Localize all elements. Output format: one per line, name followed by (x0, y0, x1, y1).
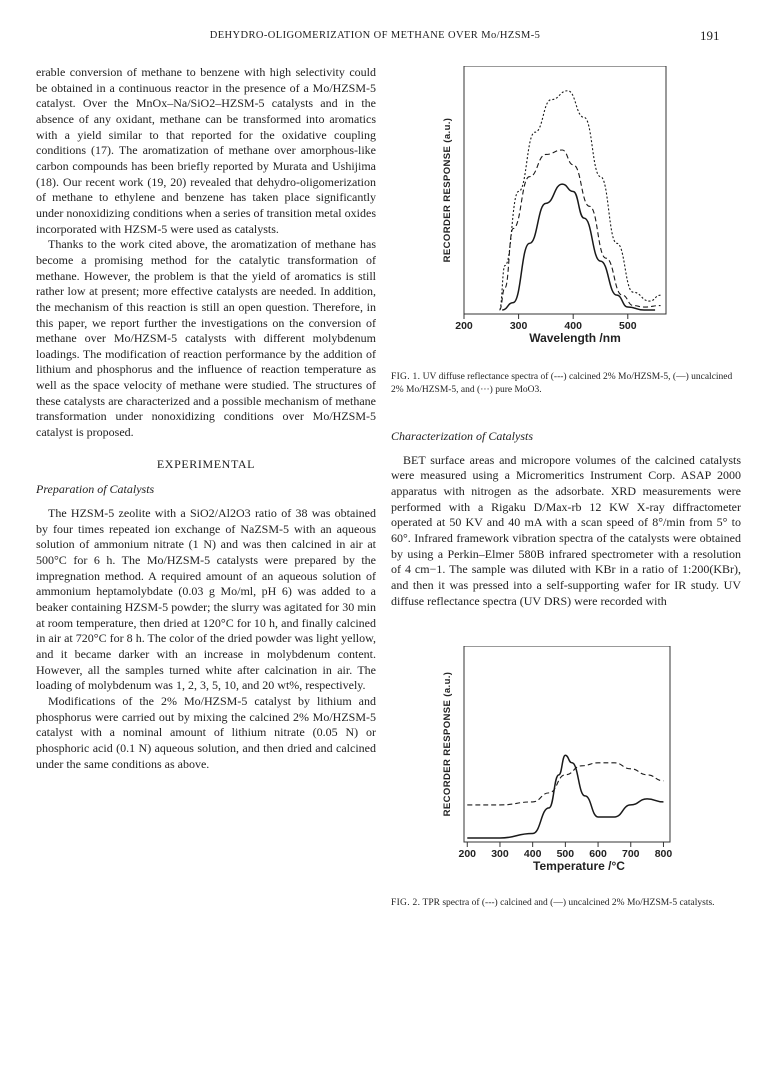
fig2-chart (434, 646, 684, 886)
x-tick-label: 600 (589, 848, 607, 860)
characterization-heading: Characterization of Catalysts (391, 429, 534, 443)
figure-2 (434, 646, 684, 886)
series-line-dotted (499, 91, 660, 310)
x-tick-label: 200 (458, 848, 477, 860)
figure-1 (434, 66, 684, 348)
x-tick-label: 800 (654, 848, 673, 860)
left-column (36, 65, 376, 772)
characterization-section (391, 429, 741, 609)
x-tick-label: 500 (556, 848, 575, 860)
y-axis-label: RECORDER RESPONSE (a.u.) (442, 117, 453, 263)
fig2-caption-text: TPR spectra of (---) calcined and (—) uncalcined 2% Mo/HZSM-5 catalysts. (422, 898, 715, 908)
x-tick-label: 700 (621, 848, 640, 860)
x-axis-label: Wavelength /nm (529, 331, 621, 345)
fig1-caption-label: FIG. 1. (391, 372, 421, 382)
x-tick-label: 200 (455, 320, 473, 332)
x-tick-label: 400 (523, 848, 542, 860)
intro-paragraph: erable conversion of methane to benzene with high selectivity could be obtained in a continuous reactor in the presence of a Mo/HZSM-5 catalyst. Over the MnOx–Na/SiO2–HZSM-5 catalysts and in the absence of any oxidant, methane can be transformed into aromatics with a yield similar to that reported for the oxidative coupling conditions (17). The aromatization of methane over amorphous-like carbon compounds has been briefly reported by Murata and Ushijima (18). Our recent work (19, 20) revealed that dehydro-oligomerization of methane to ethylene and benzene has taken place significantly under nonoxidizing conditions when a series of transition metal oxides incorporated with HZSM-5 were used as catalysts. (36, 65, 376, 236)
plot-frame (464, 66, 666, 314)
fig2-caption (391, 897, 741, 910)
experimental-heading: EXPERIMENTAL (156, 456, 256, 471)
y-axis-label: RECORDER RESPONSE (a.u.) (442, 671, 453, 817)
thanks-paragraph: Thanks to the work cited above, the aromatization of methane has become a promising method for the catalytic transformation of methane. However, the problem is that the yield of aromatics is still rather low at present; more effective catalysts are needed. In addition, the mechanism of this reaction is still an open question. Therefore, in this paper, we report further the investigations on the conversion of methane over Mo/HZSM-5 catalysts with different molybdenum loadings. The modification of reaction performance by the addition of lithium and phosphorus and the influence of reaction temperature as well as the space velocity of methane were studied. The structures of these catalysts are characterized and a possible mechanism of methane transformation under nonoxidizing conditions over Mo/HZSM-5 catalyst is proposed. (36, 237, 376, 440)
running-title: DEHYDRO-OLIGOMERIZATION OF METHANE OVER Mo/HZSM-5 (209, 30, 541, 41)
fig1-caption-text: UV diffuse reflectance spectra of (---) calcined 2% Mo/HZSM-5, (—) uncalcined 2% Mo/HZSM-5, and (···) pure MoO3. (391, 372, 733, 395)
page-number: 191 (700, 28, 720, 43)
preparation-heading: Preparation of Catalysts (36, 482, 155, 497)
x-tick-label: 300 (509, 320, 528, 332)
x-tick-label: 500 (619, 320, 637, 332)
fig1-chart (434, 66, 684, 348)
x-tick-label: 400 (564, 320, 582, 332)
modification-paragraph: Modifications of the 2% Mo/HZSM-5 catalyst by lithium and phosphorus were carried out by mixing the calcined 2% Mo/HZSM-5 catalyst with a nominal amount of lithium nitrate (0.05 N) or phosphoric acid (0.1 N) aqueous solution, and then dried and calcined under the same conditions as above. (36, 693, 376, 771)
plot-frame (464, 646, 670, 842)
x-tick-label: 300 (491, 848, 509, 860)
series-line-dashed (467, 763, 663, 805)
series-line-solid (467, 755, 663, 838)
fig1-caption (391, 371, 741, 396)
series-line-solid (502, 184, 655, 310)
fig2-caption-label: FIG. 2. (391, 898, 421, 908)
preparation-paragraph: The HZSM-5 zeolite with a SiO2/Al2O3 ratio of 38 was obtained by four times repeated ion exchange of NaZSM-5 with an aqueous solution of ammonium nitrate (1 N) and was then calcined in air at 500°C for 6 h. The Mo/HZSM-5 catalysts were prepared by the impregnation method. A required amount of an aqueous solution of ammonium heptamolybdate (0.03 g Mo/ml, pH 6) was added to a beaker containing HZSM-5 powder; the slurry was agitated for 30 min at room temperature, then dried at 120°C for 10 h, and finally calcined in air at 720°C for 8 h. The color of the dried powder was light yellow, and it became darker with an increase in molybdenum content. However, all the samples turned white after calcination in air. The loading of molybdenum was 1, 2, 3, 5, 10, and 20 wt%, respectively. (36, 506, 376, 693)
x-axis-label: Temperature /°C (533, 859, 625, 873)
characterization-paragraph: BET surface areas and micropore volumes of the calcined catalysts were measured using a Micromeritics Instrument Corp. ASAP 2000 apparatus with nitrogen as the adsorbate. XRD measurements were performed with a Rigaku D/Max-rb 12 KW X-ray diffractometer operated at 50 KV and 40 mA with a scan speed of 8°/min from 5° to 60°. Infrared framework vibration spectra of the catalysts were obtained by using a Perkin–Elmer 580B infrared spectrometer with a resolution of 4 cm−1. The sample was diluted with KBr in a ratio of 1:200(KBr), and then it was pressed into a self-supporting wafer for IR study. UV diffuse reflectance spectra (UV DRS) were recorded with (391, 452, 741, 608)
series-line-dashed (499, 150, 660, 310)
